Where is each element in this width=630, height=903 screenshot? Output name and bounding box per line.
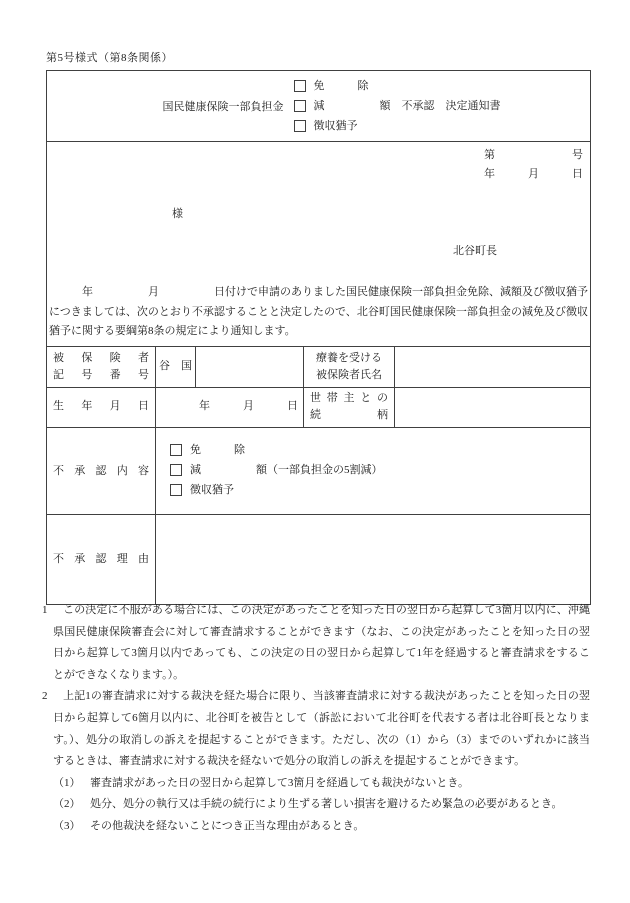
patient-name-value-cell [395,347,591,388]
denial-option-label: 減 額（一部負担金の5割減） [190,464,383,476]
denial-option-deferral [170,480,590,500]
title-options [294,76,501,136]
notes-section [42,600,590,838]
form-id-label: 第5号様式（第8条関係） [46,52,173,64]
subnote-item [42,816,590,838]
note-number: 2 [42,690,48,703]
note-item [42,600,590,686]
denial-option-label: 徴収猶予 [190,484,234,496]
title-subject: 国民健康保険一部負担金 [162,101,284,113]
title-section [47,71,591,142]
relation-label: 世帯主との 続柄 [310,392,388,421]
title-option-label: 徴収猶予 [313,120,358,132]
letterhead-section [47,142,591,347]
title-option-label: 免 除 [313,80,369,92]
letterhead [47,142,590,345]
subnote-number: （2） [53,798,81,811]
note-item [42,686,590,772]
denial-content-label: 不承認内容 [53,464,149,477]
subnote-text: その他裁決を経ないことにつき正当な理由があるとき。 [90,819,365,832]
denial-option-exemption [170,440,590,460]
sender-title: 北谷町長 [453,245,497,257]
birthdate-row [47,388,591,428]
denial-options [156,428,590,512]
checkbox-icon [294,120,306,132]
denial-reason-row [47,515,591,605]
subnote-number: （3） [53,819,81,832]
checkbox-icon [294,80,306,92]
patient-name-label: 療養を受ける 被保険者氏名 [316,352,382,381]
checkbox-icon [170,464,182,476]
insured-symbol-label: 被保険者 記号番号 [53,352,149,381]
addressee-suffix: 様 [172,208,183,220]
insured-number-row [47,347,591,388]
title-wrap [47,71,590,141]
birthdate-format: 年 月 日 [156,388,304,428]
denial-reason-value-cell [156,515,591,605]
checkbox-icon [170,444,182,456]
denial-reason-label: 不承認理由 [53,553,149,565]
denial-option-label: 免 除 [190,444,245,456]
doc-date-line: 年 月 日 [484,168,583,180]
subnote-text: 処分、処分の執行又は手続の続行により生ずる著しい損害を避けるため緊急の必要があるとき。 [90,798,563,811]
note-text: 上記1の審査請求に対する裁決を経た場合に限り、当該審査請求に対する裁決があったことを知った日の翌日から起算して6箇月以内に、北谷町を被告として（訴訟において北谷町を代表する者は北谷町長となります。）、処分の取消しの訴えを提起することができます。ただし、次の（1）から（3）までのいずれかに該当するときは、審査請求に対する裁決を経ないで処分の取消しの訴えを提起することができます。 [53,690,590,768]
relation-value-cell [395,388,591,428]
note-number: 1 [42,604,48,616]
title-option-deferral [294,116,501,136]
symbol-value-cell [196,347,304,388]
subnote-item [42,794,590,816]
body-paragraph: 年 月 日付けで申請のありました国民健康保険一部負担金免除、減額及び徴収猶予につきましては、次のとおり不承認することと決定したので、北谷町国民健康保険一部負担金の減免及び徴収猶予に関する要綱第8条の規定により通知します。 [49,286,588,337]
title-option-reduction [294,96,501,116]
note-text: この決定に不服がある場合には、この決定があったことを知った日の翌日から起算して3箇月以内に、沖縄県国民健康保険審査会に対して審査請求することができます（なお、この決定があったことを知った日の翌日から起算して3箇月以内であっても、この決定の日の翌日から起算して1年を経過すると審査請求をすることができなくなります。）。 [53,604,590,681]
symbol-prefix-cell: 谷 国 [156,347,196,388]
checkbox-icon [294,100,306,112]
subnote-text: 審査請求があった日の翌日から起算して3箇月を経過しても裁決がないとき。 [90,776,469,789]
birthdate-label: 生年月日 [53,400,149,412]
title-option-exemption [294,76,501,96]
subnote-item [42,773,590,795]
checkbox-icon [170,484,182,496]
denial-content-row [47,428,591,515]
notice-box [46,70,591,605]
subnote-number: （1） [53,776,81,789]
denial-option-reduction [170,460,590,480]
title-option-label: 減 額 不承認 決定通知書 [313,100,501,112]
doc-number-line: 第 号 [484,149,583,161]
